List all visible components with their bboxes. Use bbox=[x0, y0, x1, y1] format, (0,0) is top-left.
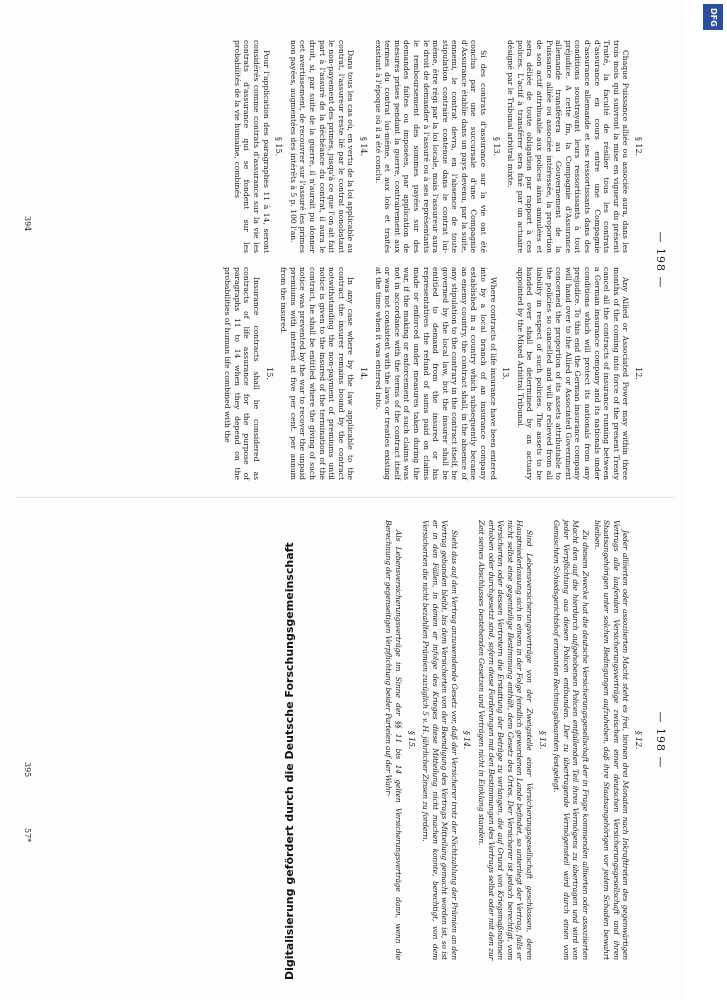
paragraph: Als Lebensversicherungsverträge im Sinne der §§ 11 bis 14 gelten Versicherungsverträge dann, wenn die Berechnung der gegenseitigen Verpflichtung beider Parteien auf der Wahr- bbox=[384, 520, 403, 960]
right-page bbox=[23, 520, 667, 960]
section-heading: § 12. bbox=[634, 730, 643, 750]
paragraph: Jeder alliierten oder assoziierten Macht steht es frei, binnen drei Monaten nach Inkrafttreten des gegenwärtigen Vertrags alle laufenden Versicherungsverträge zwischen einer deutschen Versicherungsgesellschaft und ihren Staatsangehörigen unter solchen Bedingungen aufzuheben, daß ihre Staatsangehörigen vor jedem Schaden bewahrt bleiben. bbox=[592, 520, 631, 960]
section-heading: 15. bbox=[264, 367, 274, 380]
right-page-header: — 198 — bbox=[654, 711, 667, 769]
paragraph: Dans tous les cas où, en vertu de la loi applicable au contrat, l'assureur reste lié par le contrat nonobstant le non-payement des primes, jusqu'à ce que l'on ait fait part à l'assuré de la déchéance du contrat, il aura le droit, si, par suite de la guerre, il n'aurait pu donner cet avertissement, de recouvrer sur l'assuré les primes non payées, augmentées des intérêts à 5 p. 100 l'an. bbox=[288, 40, 356, 253]
paragraph: In any case where by the law applicable to the contract the insurer remains bound by the contract notwithstanding the non-payment of premiums until notice is given to the insured of the termination of the contract, he shall be entitled where the giving of such notice was prevented by the war to recover the unpaid premiums with interest at five per cent. per annum from the insured. bbox=[279, 267, 356, 480]
french-column bbox=[48, 40, 648, 253]
german-column bbox=[48, 520, 648, 960]
paragraph: Si des contrats d'assurance sur la vie ont été conclus par une succursale d'une Compagnie d'Assurance établie dans un pays devenu, par la suite, ennemi, le contrat devra, en l'absence de toute stipulation contraire contenue dans le contrat lui-même, être régi par la loi locale, mais l'assureur aura le droit de demander à l'assuré ou à ses représentants le remboursement des sommes payées sur des demandes faites ou imposées, par application de mesures prises pendant la guerre, contrairement aux termes du contrat lui-même, et aux lois et traités existant à l'époque où il a été conclu. bbox=[373, 40, 489, 253]
paragraph: Sind Lebensversicherungsverträge von der Zweigstelle einer Versicherungsgesellschaft geschlossen, deren Hauptniederlassung sich in einem in der Folge feindlich gewordenen Lande befindet, so unterliegt der Vertrag, falls er nicht selbst eine gegenteilige Bestimmung enthält, dem Gesetz des Ortes. Der Versicherer ist jedoch berechtigt, vom Versicherten oder dessen Vertretern die Erstattung der Beträge zu verlangen, die auf Grund von Kriegsmaßnahmen erhoben oder durchgesetzt sind, sofern diese Forderungen mit den Bestimmungen des Vertrags selbst oder mit den zur Zeit seines Abschlusses bestehenden Gesetzen und Verträgen nicht in Einklang standen. bbox=[477, 520, 535, 960]
section-heading: § 13. bbox=[537, 730, 547, 750]
section-heading: § 14. bbox=[358, 136, 368, 157]
left-page-header: — 198 — bbox=[654, 231, 667, 289]
left-page bbox=[23, 40, 667, 480]
section-heading: § 12. bbox=[634, 136, 643, 157]
section-heading: § 15. bbox=[406, 730, 416, 750]
dfg-banner-text: Digitalisierung gefördert durch die Deutsche Forschungsgemeinschaft bbox=[283, 542, 297, 980]
paragraph: Zu diesem Zwecke hat die deutsche Versicherungsgesellschaft der in Frage kommenden alliierten oder assoziierten Macht den auf die hierdurch aufgehobenen Policen entfallenden Teil ihres Vermögens zu übertragen und wird von jeder Verpflichtung aus diesen Policen entbunden. Der zu übertragende Vermögensteil wird durch einen vom Gemischten Schiedsgerichtshof ernannten Rechnungsbeamten festgelegt. bbox=[552, 520, 591, 960]
section-heading: 14. bbox=[358, 367, 368, 380]
english-column bbox=[48, 267, 648, 480]
page-number: 395 bbox=[23, 762, 32, 778]
section-heading: 13. bbox=[501, 367, 511, 380]
paragraph: Sieht das auf den Vertrag anzuwendende Gesetz vor, daß der Versicherer trotz der Nichtzahlung der Prämien an den Vertrag gebunden bleibt, bis dem Versicherten von der Beendigung des Vertrags Mitteilung gemacht worden ist, so ist er in den Fällen, in denen er infolge des Krieges diese Mitteilung nicht machen konnte, berechtigt, von dem Versicherten die nicht bezahlten Prämien zuzüglich 5 v. H. jährlicher Zinsen zu fordern. bbox=[421, 520, 459, 960]
page-number: 394 bbox=[23, 216, 32, 232]
paragraph: Any Allied or Associated Power may within three months of the coming into force of the present Treaty cancel all the contracts of insurance running between a German insurance company and its nationals under conditions which will protect its nationals from any prejudice. To this end the German insurance company will hand over to the Allied or Associated Government concerned the proportion of its assets attributable to the policies so cancelled and will be relieved from all liability in respect of such policies. The assets to be handed over shall be determined by an actuary appointed by the Mixed Arbitral Tribunal. bbox=[515, 267, 631, 480]
section-heading: § 15. bbox=[274, 136, 284, 157]
dfg-logo-icon: DFG bbox=[703, 4, 723, 30]
signature-mark: 57* bbox=[23, 828, 32, 843]
paragraph: Where contracts of life insurance have been entered into by a local branch of an insurance company established in a country which subsequently became an enemy country, the contract shall, in the absence of any stipulation to the contrary in the contract itself, be governed by the local law, but the insurer shall be entitled to demand from the insured or his representatives the refund of sums paid on claims made or enforced under measures taken during the war, if the making or enforcement of such claims was not in accordance with the terms of the contract itself or was not consistent with the laws or treaties existing at the time when it was entered into. bbox=[373, 267, 498, 480]
book-gutter bbox=[15, 497, 675, 498]
section-heading: 12. bbox=[634, 367, 643, 380]
section-heading: § 14. bbox=[462, 730, 472, 750]
paragraph: Pour l'application des paragraphes 11 à 14, seront considérés comme contrats d'assurance sur la vie les contrats d'assurance qui se fondent sur les probabilités de la vie humaine, combinés bbox=[232, 40, 271, 253]
paragraph: Insurance contracts shall be considered as contracts of life assurance for the purpose of paragraphs 11 to 14 when they depend on the probabilities of human life combined with the bbox=[223, 267, 262, 480]
section-heading: § 13. bbox=[491, 136, 501, 157]
paragraph: Chaque Puissance alliée ou associée aura, dans les trois mois qui suivront la mise en vigueur du présent Traité, la faculté de résilier tous les contrats d'assurance en cours entre une Compagnie d'assurance allemande et ses ressortissants dans des conditions soustrayant leurs ressortissants à tout préjudice. A cette fin, la Compagnie d'Assurance allemande transférera au Gouvernement de la Puissance alliée ou associée intéressée, la proportion de son actif attribuable aux polices ainsi annulées et sera déliée de toute obligation par rapport à ces polices. L'actif à transférer sera fixé par un actuaire désigné par le Tribunal arbitral mixte. bbox=[506, 40, 631, 253]
